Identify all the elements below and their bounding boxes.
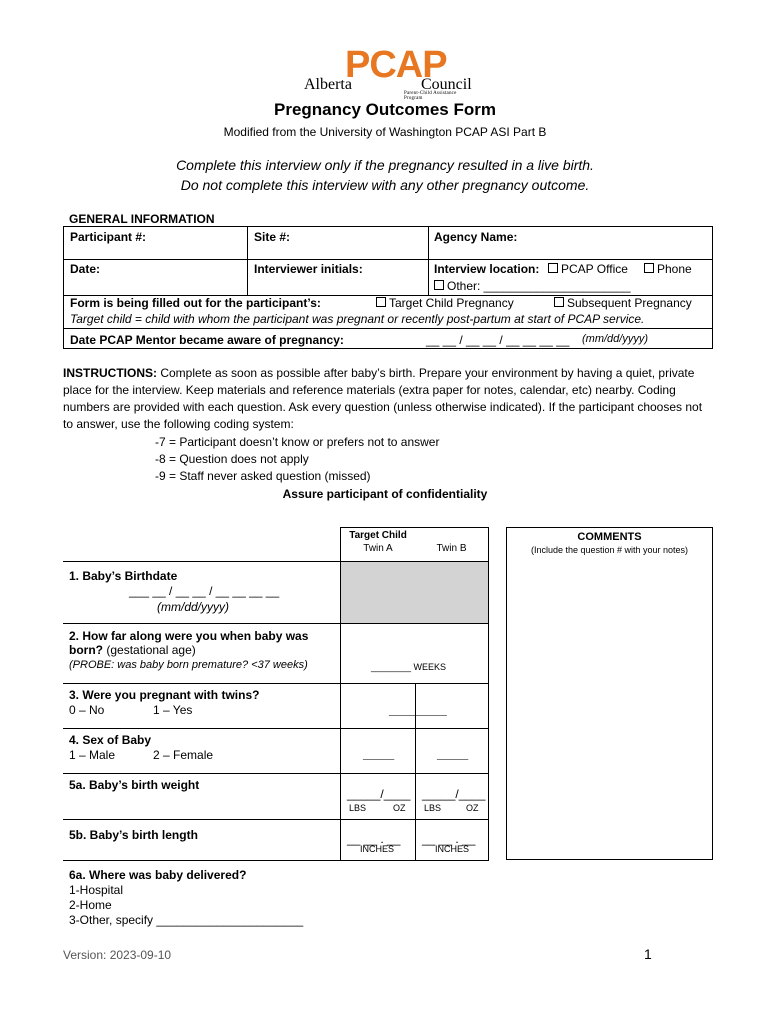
col-twin-b: Twin B — [436, 543, 467, 554]
q5a-twin-b-weight-input[interactable]: _____/____ — [422, 787, 486, 801]
q5b-label: 5b. Baby’s birth length — [69, 828, 198, 842]
form-for-label: Form is being filled out for the participant’s: — [70, 296, 321, 310]
q5b-twin-b-unit: INCHES — [435, 844, 470, 854]
target-child-definition: Target child = child with whom the participant was pregnant or recently post-partum at start of PCAP service. — [70, 312, 645, 326]
logo-council-text: Council — [421, 76, 472, 93]
q3-option-no: 0 – No — [69, 703, 105, 717]
version-label: Version: 2023-09-10 — [63, 948, 172, 962]
interviewer-initials-field[interactable]: Interviewer initials: — [254, 262, 363, 276]
q3-label: 3. Were you pregnant with twins? — [69, 688, 260, 702]
code-minus-8: -8 = Question does not apply — [155, 452, 309, 466]
code-minus-9: -9 = Staff never asked question (missed) — [155, 469, 371, 483]
subsequent-pregnancy-option[interactable]: Subsequent Pregnancy — [554, 296, 692, 310]
form-title: Pregnancy Outcomes Form — [273, 100, 496, 119]
logo-alberta-text: Alberta — [304, 76, 352, 93]
page-number: 1 — [644, 946, 652, 962]
mentor-aware-date-input[interactable]: __ __ / __ __ / __ __ __ __ — [426, 333, 570, 347]
comments-title: COMMENTS — [577, 531, 642, 543]
code-minus-7: -7 = Participant doesn’t know or prefers not to answer — [155, 435, 440, 449]
q5a-twin-a-lbs: LBS — [349, 803, 367, 813]
q5a-twin-b-lbs: LBS — [424, 803, 442, 813]
q4-twin-b-input[interactable]: _______ — [437, 751, 469, 760]
target-child-pregnancy-option[interactable]: Target Child Pregnancy — [376, 296, 514, 310]
date-format-hint: (mm/dd/yyyy) — [582, 333, 648, 345]
q3-option-yes: 1 – Yes — [153, 703, 193, 717]
q5a-label: 5a. Baby’s birth weight — [69, 778, 200, 792]
instructions-label: INSTRUCTIONS: — [63, 366, 157, 380]
q6a-option-home: 2-Home — [69, 898, 112, 912]
checkbox[interactable] — [548, 263, 558, 273]
site-field[interactable]: Site #: — [254, 230, 291, 244]
col-twin-a: Twin A — [363, 543, 393, 554]
q1-label: 1. Baby’s Birthdate — [69, 569, 178, 583]
general-info-header: GENERAL INFORMATION — [69, 212, 215, 226]
q6a-block — [69, 868, 303, 928]
q6a-option-hospital: 1-Hospital — [69, 883, 124, 897]
mentor-aware-label: Date PCAP Mentor became aware of pregnancy: — [70, 333, 344, 347]
comments-box[interactable] — [506, 527, 713, 860]
checkbox[interactable] — [554, 297, 564, 307]
form-subtitle: Modified from the University of Washington PCAP ASI Part B — [223, 125, 547, 139]
q5a-twin-b-oz: OZ — [466, 803, 479, 813]
q6a-label: 6a. Where was baby delivered? — [69, 868, 247, 882]
logo-tagline: Parent-Child Assistance Program — [404, 91, 457, 101]
interview-location-label: Interview location: — [434, 262, 540, 276]
col-target-child: Target Child — [349, 530, 407, 541]
instructions-paragraph — [63, 365, 713, 433]
other-outcome-note: Do not complete this interview with any other pregnancy outcome. — [180, 177, 590, 193]
location-other-option[interactable]: Other: ______________________ — [434, 279, 631, 293]
checkbox[interactable] — [644, 263, 654, 273]
q5b-twin-a-unit: INCHES — [360, 844, 395, 854]
q5b-twin-a-length-input[interactable]: __ __ . __ — [347, 832, 401, 846]
agency-name-field[interactable]: Agency Name: — [434, 230, 518, 244]
shaded-cell — [341, 561, 489, 623]
location-phone-option[interactable]: Phone — [644, 262, 692, 276]
questions-table — [63, 527, 489, 860]
q2-label: 2. How far along were you when baby was born? (gestational age) — [69, 629, 309, 657]
q3-twins-input[interactable]: _____________ — [389, 707, 447, 716]
live-birth-note: Complete this interview only if the pregnancy resulted in a live birth. — [176, 157, 594, 173]
pcap-logo — [300, 44, 475, 101]
q6a-option-other[interactable]: 3-Other, specify ______________________ — [69, 913, 304, 927]
checkbox[interactable] — [376, 297, 386, 307]
q4-label: 4. Sex of Baby — [69, 733, 152, 747]
q4-option-male: 1 – Male — [69, 748, 116, 762]
logo-pcap-text: PCAP — [345, 44, 447, 86]
confidentiality-note: Assure participant of confidentiality — [282, 487, 488, 501]
q4-option-female: 2 – Female — [153, 748, 214, 762]
general-info-table — [63, 226, 713, 349]
q4-twin-a-input[interactable]: _______ — [363, 751, 395, 760]
participant-field[interactable]: Participant #: — [70, 230, 147, 244]
q2-weeks-input[interactable]: ________ WEEKS — [371, 662, 447, 672]
date-field[interactable]: Date: — [70, 262, 101, 276]
location-pcap-office-option[interactable]: PCAP Office — [548, 262, 628, 276]
q1-birthdate-input[interactable]: ___ __ / __ __ / __ __ __ __ — [129, 584, 280, 598]
q5a-twin-a-weight-input[interactable]: _____/____ — [347, 787, 411, 801]
q5a-twin-a-oz: OZ — [393, 803, 406, 813]
q1-format-hint: (mm/dd/yyyy) — [157, 600, 229, 614]
instructions-text: Complete as soon as possible after baby’s birth. Prepare your environment by having a quiet, private place for the interview. Keep materials and reference materials (extra paper for notes, calendar, etc) nearby. Coding numbers are provided with each question. Ask every question (unless otherwise indicated). If the participant chooses not to answer, use the following coding system: — [63, 366, 703, 431]
checkbox[interactable] — [434, 280, 444, 290]
q2-probe: (PROBE: was baby born premature? <37 weeks) — [69, 659, 308, 671]
comments-subtitle: (Include the question # with your notes) — [530, 545, 689, 555]
q5b-twin-b-length-input[interactable]: __ __ . __ — [422, 832, 476, 846]
